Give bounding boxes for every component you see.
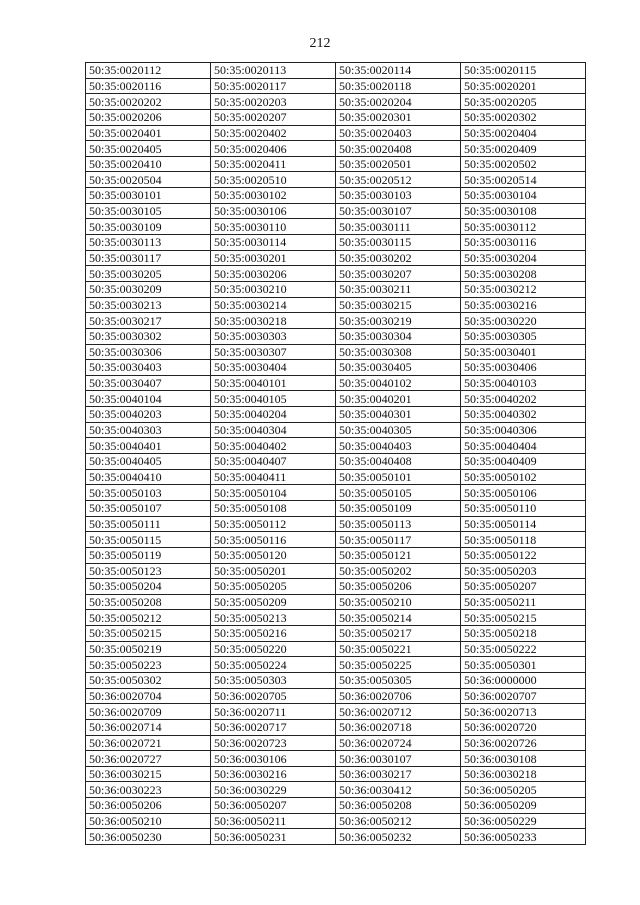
table-cell: 50:35:0050211 — [461, 594, 586, 610]
table-cell: 50:35:0020502 — [461, 156, 586, 172]
table-row — [86, 313, 586, 329]
table-cell: 50:36:0030215 — [86, 766, 211, 782]
table-cell: 50:35:0050205 — [211, 579, 336, 595]
table-cell: 50:35:0050109 — [336, 500, 461, 516]
table-row — [86, 422, 586, 438]
table-cell: 50:36:0050205 — [461, 782, 586, 798]
table-cell: 50:35:0050220 — [211, 641, 336, 657]
table-cell: 50:35:0030206 — [211, 266, 336, 282]
table-row — [86, 532, 586, 548]
cadastral-codes-table — [85, 62, 586, 845]
table-cell: 50:35:0020115 — [461, 63, 586, 79]
table-cell: 50:35:0050302 — [86, 672, 211, 688]
table-cell: 50:36:0020704 — [86, 688, 211, 704]
table-cell: 50:35:0050224 — [211, 657, 336, 673]
table-row — [86, 94, 586, 110]
table-row — [86, 141, 586, 157]
table-cell: 50:35:0050119 — [86, 547, 211, 563]
table-cell: 50:35:0030407 — [86, 375, 211, 391]
table-cell: 50:35:0050202 — [336, 563, 461, 579]
table-cell: 50:35:0050117 — [336, 532, 461, 548]
table-cell: 50:35:0030219 — [336, 313, 461, 329]
table-cell: 50:35:0050101 — [336, 469, 461, 485]
table-cell: 50:36:0020727 — [86, 751, 211, 767]
table-cell: 50:35:0040405 — [86, 454, 211, 470]
table-cell: 50:35:0020202 — [86, 94, 211, 110]
table-row — [86, 829, 586, 845]
table-cell: 50:36:0020713 — [461, 704, 586, 720]
table-row — [86, 344, 586, 360]
table-cell: 50:35:0050111 — [86, 516, 211, 532]
table-cell: 50:36:0030107 — [336, 751, 461, 767]
table-cell: 50:36:0030108 — [461, 751, 586, 767]
table-cell: 50:35:0050123 — [86, 563, 211, 579]
table-cell: 50:35:0020206 — [86, 109, 211, 125]
table-row — [86, 688, 586, 704]
table-cell: 50:35:0030113 — [86, 235, 211, 251]
table-cell: 50:35:0050115 — [86, 532, 211, 548]
table-cell: 50:36:0050229 — [461, 813, 586, 829]
table-row — [86, 281, 586, 297]
table-cell: 50:35:0040408 — [336, 454, 461, 470]
table-cell: 50:36:0020723 — [211, 735, 336, 751]
table-cell: 50:36:0020717 — [211, 719, 336, 735]
table-cell: 50:35:0050206 — [336, 579, 461, 595]
table-cell: 50:35:0030210 — [211, 281, 336, 297]
table-cell: 50:35:0040303 — [86, 422, 211, 438]
table-cell: 50:35:0050116 — [211, 532, 336, 548]
table-cell: 50:35:0030112 — [461, 219, 586, 235]
table-cell: 50:36:0030218 — [461, 766, 586, 782]
table-cell: 50:35:0030404 — [211, 360, 336, 376]
table-cell: 50:36:0020721 — [86, 735, 211, 751]
table-cell: 50:35:0040305 — [336, 422, 461, 438]
table-cell: 50:35:0020510 — [211, 172, 336, 188]
table-row — [86, 266, 586, 282]
table-cell: 50:36:0030412 — [336, 782, 461, 798]
table-cell: 50:35:0040101 — [211, 375, 336, 391]
table-cell: 50:35:0020402 — [211, 125, 336, 141]
table-cell: 50:35:0030104 — [461, 188, 586, 204]
table-row — [86, 454, 586, 470]
table-cell: 50:35:0050217 — [336, 626, 461, 642]
table-cell: 50:35:0020406 — [211, 141, 336, 157]
table-cell: 50:35:0030109 — [86, 219, 211, 235]
table-row — [86, 579, 586, 595]
table-cell: 50:35:0020411 — [211, 156, 336, 172]
table-row — [86, 813, 586, 829]
table-cell: 50:35:0030205 — [86, 266, 211, 282]
table-cell: 50:35:0020117 — [211, 78, 336, 94]
table-cell: 50:35:0050207 — [461, 579, 586, 595]
table-cell: 50:35:0050213 — [211, 610, 336, 626]
table-row — [86, 594, 586, 610]
table-row — [86, 719, 586, 735]
table-cell: 50:35:0030215 — [336, 297, 461, 313]
table-cell: 50:35:0020113 — [211, 63, 336, 79]
table-cell: 50:35:0050201 — [211, 563, 336, 579]
table-cell: 50:35:0040202 — [461, 391, 586, 407]
table-row — [86, 641, 586, 657]
table-cell: 50:35:0030207 — [336, 266, 461, 282]
table-cell: 50:35:0030305 — [461, 328, 586, 344]
table-cell: 50:36:0050210 — [86, 813, 211, 829]
table-cell: 50:35:0050215 — [86, 626, 211, 642]
table-cell: 50:35:0030110 — [211, 219, 336, 235]
table-cell: 50:35:0050303 — [211, 672, 336, 688]
table-cell: 50:36:0030106 — [211, 751, 336, 767]
table-cell: 50:35:0030108 — [461, 203, 586, 219]
table-cell: 50:35:0030405 — [336, 360, 461, 376]
table-cell: 50:36:0020706 — [336, 688, 461, 704]
table-cell: 50:35:0020203 — [211, 94, 336, 110]
table-cell: 50:35:0020201 — [461, 78, 586, 94]
table-cell: 50:35:0020514 — [461, 172, 586, 188]
table-row — [86, 125, 586, 141]
table-row — [86, 297, 586, 313]
table-cell: 50:36:0050207 — [211, 798, 336, 814]
table-row — [86, 156, 586, 172]
table-cell: 50:36:0020720 — [461, 719, 586, 735]
table-cell: 50:35:0030211 — [336, 281, 461, 297]
table-cell: 50:35:0020114 — [336, 63, 461, 79]
table-cell: 50:35:0050301 — [461, 657, 586, 673]
table-row — [86, 516, 586, 532]
table-cell: 50:35:0020512 — [336, 172, 461, 188]
table-cell: 50:35:0050208 — [86, 594, 211, 610]
table-cell: 50:36:0050206 — [86, 798, 211, 814]
table-row — [86, 391, 586, 407]
table-cell: 50:35:0020116 — [86, 78, 211, 94]
table-cell: 50:35:0050204 — [86, 579, 211, 595]
table-cell: 50:35:0030403 — [86, 360, 211, 376]
table-cell: 50:36:0020707 — [461, 688, 586, 704]
table-cell: 50:35:0050108 — [211, 500, 336, 516]
table-cell: 50:35:0030103 — [336, 188, 461, 204]
table-cell: 50:35:0030111 — [336, 219, 461, 235]
table-row — [86, 63, 586, 79]
table-cell: 50:35:0040410 — [86, 469, 211, 485]
table-cell: 50:35:0020403 — [336, 125, 461, 141]
table-cell: 50:35:0030107 — [336, 203, 461, 219]
table-cell: 50:35:0040402 — [211, 438, 336, 454]
table-row — [86, 782, 586, 798]
table-cell: 50:35:0050122 — [461, 547, 586, 563]
table-cell: 50:36:0050230 — [86, 829, 211, 845]
table-row — [86, 798, 586, 814]
table-row — [86, 172, 586, 188]
table-cell: 50:35:0020405 — [86, 141, 211, 157]
table-cell: 50:35:0030115 — [336, 235, 461, 251]
table-row — [86, 78, 586, 94]
page-number: 212 — [309, 36, 331, 51]
table-cell: 50:35:0030212 — [461, 281, 586, 297]
table-cell: 50:36:0020724 — [336, 735, 461, 751]
table-cell: 50:35:0030303 — [211, 328, 336, 344]
table-cell: 50:35:0050118 — [461, 532, 586, 548]
table-cell: 50:35:0030218 — [211, 313, 336, 329]
table-cell: 50:35:0050225 — [336, 657, 461, 673]
table-row — [86, 375, 586, 391]
table-cell: 50:35:0030214 — [211, 297, 336, 313]
table-cell: 50:35:0040203 — [86, 407, 211, 423]
table-cell: 50:35:0040306 — [461, 422, 586, 438]
table-row — [86, 704, 586, 720]
table-cell: 50:35:0040302 — [461, 407, 586, 423]
table-cell: 50:35:0030116 — [461, 235, 586, 251]
table-cell: 50:35:0020501 — [336, 156, 461, 172]
table-cell: 50:35:0050110 — [461, 500, 586, 516]
table-cell: 50:36:0020712 — [336, 704, 461, 720]
table-cell: 50:36:0050212 — [336, 813, 461, 829]
table-cell: 50:35:0050219 — [86, 641, 211, 657]
table-cell: 50:36:0050233 — [461, 829, 586, 845]
table-cell: 50:36:0050231 — [211, 829, 336, 845]
table-cell: 50:35:0050103 — [86, 485, 211, 501]
table-cell: 50:36:0030216 — [211, 766, 336, 782]
table-cell: 50:35:0050209 — [211, 594, 336, 610]
table-cell: 50:35:0030220 — [461, 313, 586, 329]
table-cell: 50:36:0020718 — [336, 719, 461, 735]
table-row — [86, 766, 586, 782]
table-cell: 50:35:0030216 — [461, 297, 586, 313]
table-row — [86, 485, 586, 501]
table-row — [86, 657, 586, 673]
table-row — [86, 109, 586, 125]
table-body — [86, 63, 586, 845]
table-cell: 50:35:0030117 — [86, 250, 211, 266]
table-cell: 50:36:0020714 — [86, 719, 211, 735]
table-cell: 50:35:0050121 — [336, 547, 461, 563]
table-cell: 50:35:0050114 — [461, 516, 586, 532]
table-cell: 50:35:0040304 — [211, 422, 336, 438]
table-row — [86, 328, 586, 344]
table-cell: 50:35:0040103 — [461, 375, 586, 391]
table-cell: 50:36:0020709 — [86, 704, 211, 720]
table-row — [86, 626, 586, 642]
table-cell: 50:35:0040301 — [336, 407, 461, 423]
table-cell: 50:36:0020705 — [211, 688, 336, 704]
table-cell: 50:35:0030204 — [461, 250, 586, 266]
table-cell: 50:36:0030229 — [211, 782, 336, 798]
table-cell: 50:35:0050203 — [461, 563, 586, 579]
table-cell: 50:35:0050216 — [211, 626, 336, 642]
table-cell: 50:35:0020204 — [336, 94, 461, 110]
table-cell: 50:35:0030406 — [461, 360, 586, 376]
table-cell: 50:35:0020409 — [461, 141, 586, 157]
table-cell: 50:35:0030201 — [211, 250, 336, 266]
table-cell: 50:35:0040407 — [211, 454, 336, 470]
table-cell: 50:35:0050305 — [336, 672, 461, 688]
table-cell: 50:36:0050211 — [211, 813, 336, 829]
table-cell: 50:35:0050107 — [86, 500, 211, 516]
table-cell: 50:35:0050102 — [461, 469, 586, 485]
table-row — [86, 250, 586, 266]
table-cell: 50:36:0050208 — [336, 798, 461, 814]
table-cell: 50:35:0040401 — [86, 438, 211, 454]
table-row — [86, 188, 586, 204]
table-cell: 50:36:0050209 — [461, 798, 586, 814]
table-cell: 50:35:0030208 — [461, 266, 586, 282]
table-cell: 50:35:0040404 — [461, 438, 586, 454]
table-cell: 50:35:0020504 — [86, 172, 211, 188]
table-row — [86, 751, 586, 767]
table-row — [86, 407, 586, 423]
table-cell: 50:35:0020410 — [86, 156, 211, 172]
table-cell: 50:35:0050223 — [86, 657, 211, 673]
table-row — [86, 235, 586, 251]
table-cell: 50:35:0030302 — [86, 328, 211, 344]
table-row — [86, 219, 586, 235]
table-row — [86, 563, 586, 579]
table-cell: 50:35:0050104 — [211, 485, 336, 501]
table-cell: 50:35:0050222 — [461, 641, 586, 657]
table-row — [86, 735, 586, 751]
table-cell: 50:36:0000000 — [461, 672, 586, 688]
table-cell: 50:35:0020408 — [336, 141, 461, 157]
table-cell: 50:35:0030102 — [211, 188, 336, 204]
table-row — [86, 469, 586, 485]
table-cell: 50:35:0020205 — [461, 94, 586, 110]
table-row — [86, 438, 586, 454]
table-row — [86, 610, 586, 626]
table-cell: 50:35:0050112 — [211, 516, 336, 532]
table-row — [86, 500, 586, 516]
table-cell: 50:35:0040102 — [336, 375, 461, 391]
table-cell: 50:35:0020404 — [461, 125, 586, 141]
table-cell: 50:35:0030304 — [336, 328, 461, 344]
table-cell: 50:35:0050210 — [336, 594, 461, 610]
table-cell: 50:35:0020207 — [211, 109, 336, 125]
table-cell: 50:35:0050105 — [336, 485, 461, 501]
table-cell: 50:35:0050113 — [336, 516, 461, 532]
table-row — [86, 672, 586, 688]
table-row — [86, 547, 586, 563]
table-cell: 50:35:0050215 — [461, 610, 586, 626]
table-cell: 50:35:0030202 — [336, 250, 461, 266]
table-cell: 50:35:0040201 — [336, 391, 461, 407]
table-cell: 50:35:0020302 — [461, 109, 586, 125]
table-cell: 50:35:0020118 — [336, 78, 461, 94]
table-cell: 50:35:0050120 — [211, 547, 336, 563]
table-cell: 50:35:0030114 — [211, 235, 336, 251]
table-row — [86, 203, 586, 219]
table-cell: 50:35:0040411 — [211, 469, 336, 485]
table-cell: 50:35:0050106 — [461, 485, 586, 501]
table-cell: 50:36:0020711 — [211, 704, 336, 720]
table-cell: 50:35:0030209 — [86, 281, 211, 297]
table-cell: 50:36:0030223 — [86, 782, 211, 798]
table-cell: 50:35:0030217 — [86, 313, 211, 329]
table-cell: 50:35:0020301 — [336, 109, 461, 125]
table-cell: 50:35:0040204 — [211, 407, 336, 423]
table-cell: 50:35:0050214 — [336, 610, 461, 626]
table-cell: 50:35:0030105 — [86, 203, 211, 219]
table-cell: 50:35:0040105 — [211, 391, 336, 407]
table-cell: 50:35:0030213 — [86, 297, 211, 313]
table-cell: 50:36:0050232 — [336, 829, 461, 845]
table-cell: 50:36:0030217 — [336, 766, 461, 782]
table-cell: 50:35:0050212 — [86, 610, 211, 626]
table-cell: 50:35:0050218 — [461, 626, 586, 642]
table-cell: 50:35:0030307 — [211, 344, 336, 360]
table-cell: 50:35:0020112 — [86, 63, 211, 79]
table-cell: 50:35:0040104 — [86, 391, 211, 407]
table-cell: 50:35:0040409 — [461, 454, 586, 470]
table-cell: 50:35:0030401 — [461, 344, 586, 360]
table-cell: 50:35:0030306 — [86, 344, 211, 360]
table-cell: 50:35:0030308 — [336, 344, 461, 360]
table-cell: 50:35:0030106 — [211, 203, 336, 219]
table-cell: 50:35:0040403 — [336, 438, 461, 454]
table-row — [86, 360, 586, 376]
table-cell: 50:35:0020401 — [86, 125, 211, 141]
table-cell: 50:36:0020726 — [461, 735, 586, 751]
table-cell: 50:35:0030101 — [86, 188, 211, 204]
table-cell: 50:35:0050221 — [336, 641, 461, 657]
